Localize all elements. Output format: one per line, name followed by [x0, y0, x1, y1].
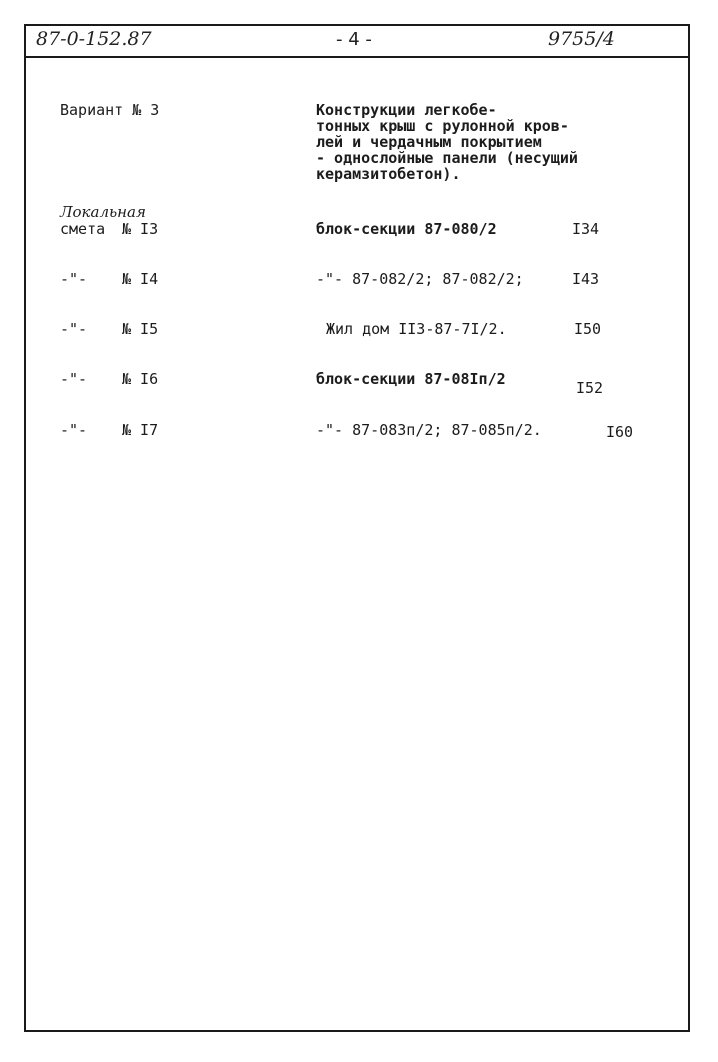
- page-marker: - 4 -: [336, 29, 372, 50]
- estimate-number: № I3: [122, 220, 159, 238]
- header-divider: [24, 56, 690, 58]
- estimate-page: I50: [574, 320, 602, 338]
- variant-label: Вариант № 3: [60, 101, 160, 119]
- sheet-ref: 9755/4: [548, 28, 615, 50]
- estimate-description: блок-секции 87-080/2: [316, 220, 497, 238]
- title-line: керамзитобетон).: [316, 165, 461, 183]
- estimate-description: Жил дом II3-87-7I/2.: [326, 320, 507, 338]
- estimate-label: -"-: [60, 270, 88, 288]
- title-line: - однослойные панели (несущий: [316, 149, 578, 167]
- estimate-page: I52: [576, 379, 604, 397]
- estimate-page: I60: [606, 423, 634, 441]
- title-line: лей и чердачным покрытием: [316, 133, 542, 151]
- estimate-label: смета: [60, 220, 106, 238]
- title-line: Конструкции легкобе-: [316, 101, 497, 119]
- title-line: тонных крыш с рулонной кров-: [316, 117, 569, 135]
- estimate-label-heading: Локальная: [60, 203, 146, 221]
- estimate-label: -"-: [60, 320, 88, 338]
- doc-code: 87-0-152.87: [36, 28, 152, 50]
- estimate-description: блок-секции 87-08Iп/2: [316, 370, 506, 388]
- estimate-label: -"-: [60, 421, 88, 439]
- estimate-page: I34: [572, 220, 600, 238]
- estimate-description: -"- 87-083п/2; 87-085п/2.: [316, 421, 542, 439]
- section-title: [316, 102, 578, 182]
- estimate-number: № I7: [122, 421, 159, 439]
- estimate-number: № I6: [122, 370, 159, 388]
- estimate-description: -"- 87-082/2; 87-082/2;: [316, 270, 524, 288]
- estimate-number: № I4: [122, 270, 159, 288]
- estimate-label: -"-: [60, 370, 88, 388]
- estimate-page: I43: [572, 270, 600, 288]
- estimate-number: № I5: [122, 320, 159, 338]
